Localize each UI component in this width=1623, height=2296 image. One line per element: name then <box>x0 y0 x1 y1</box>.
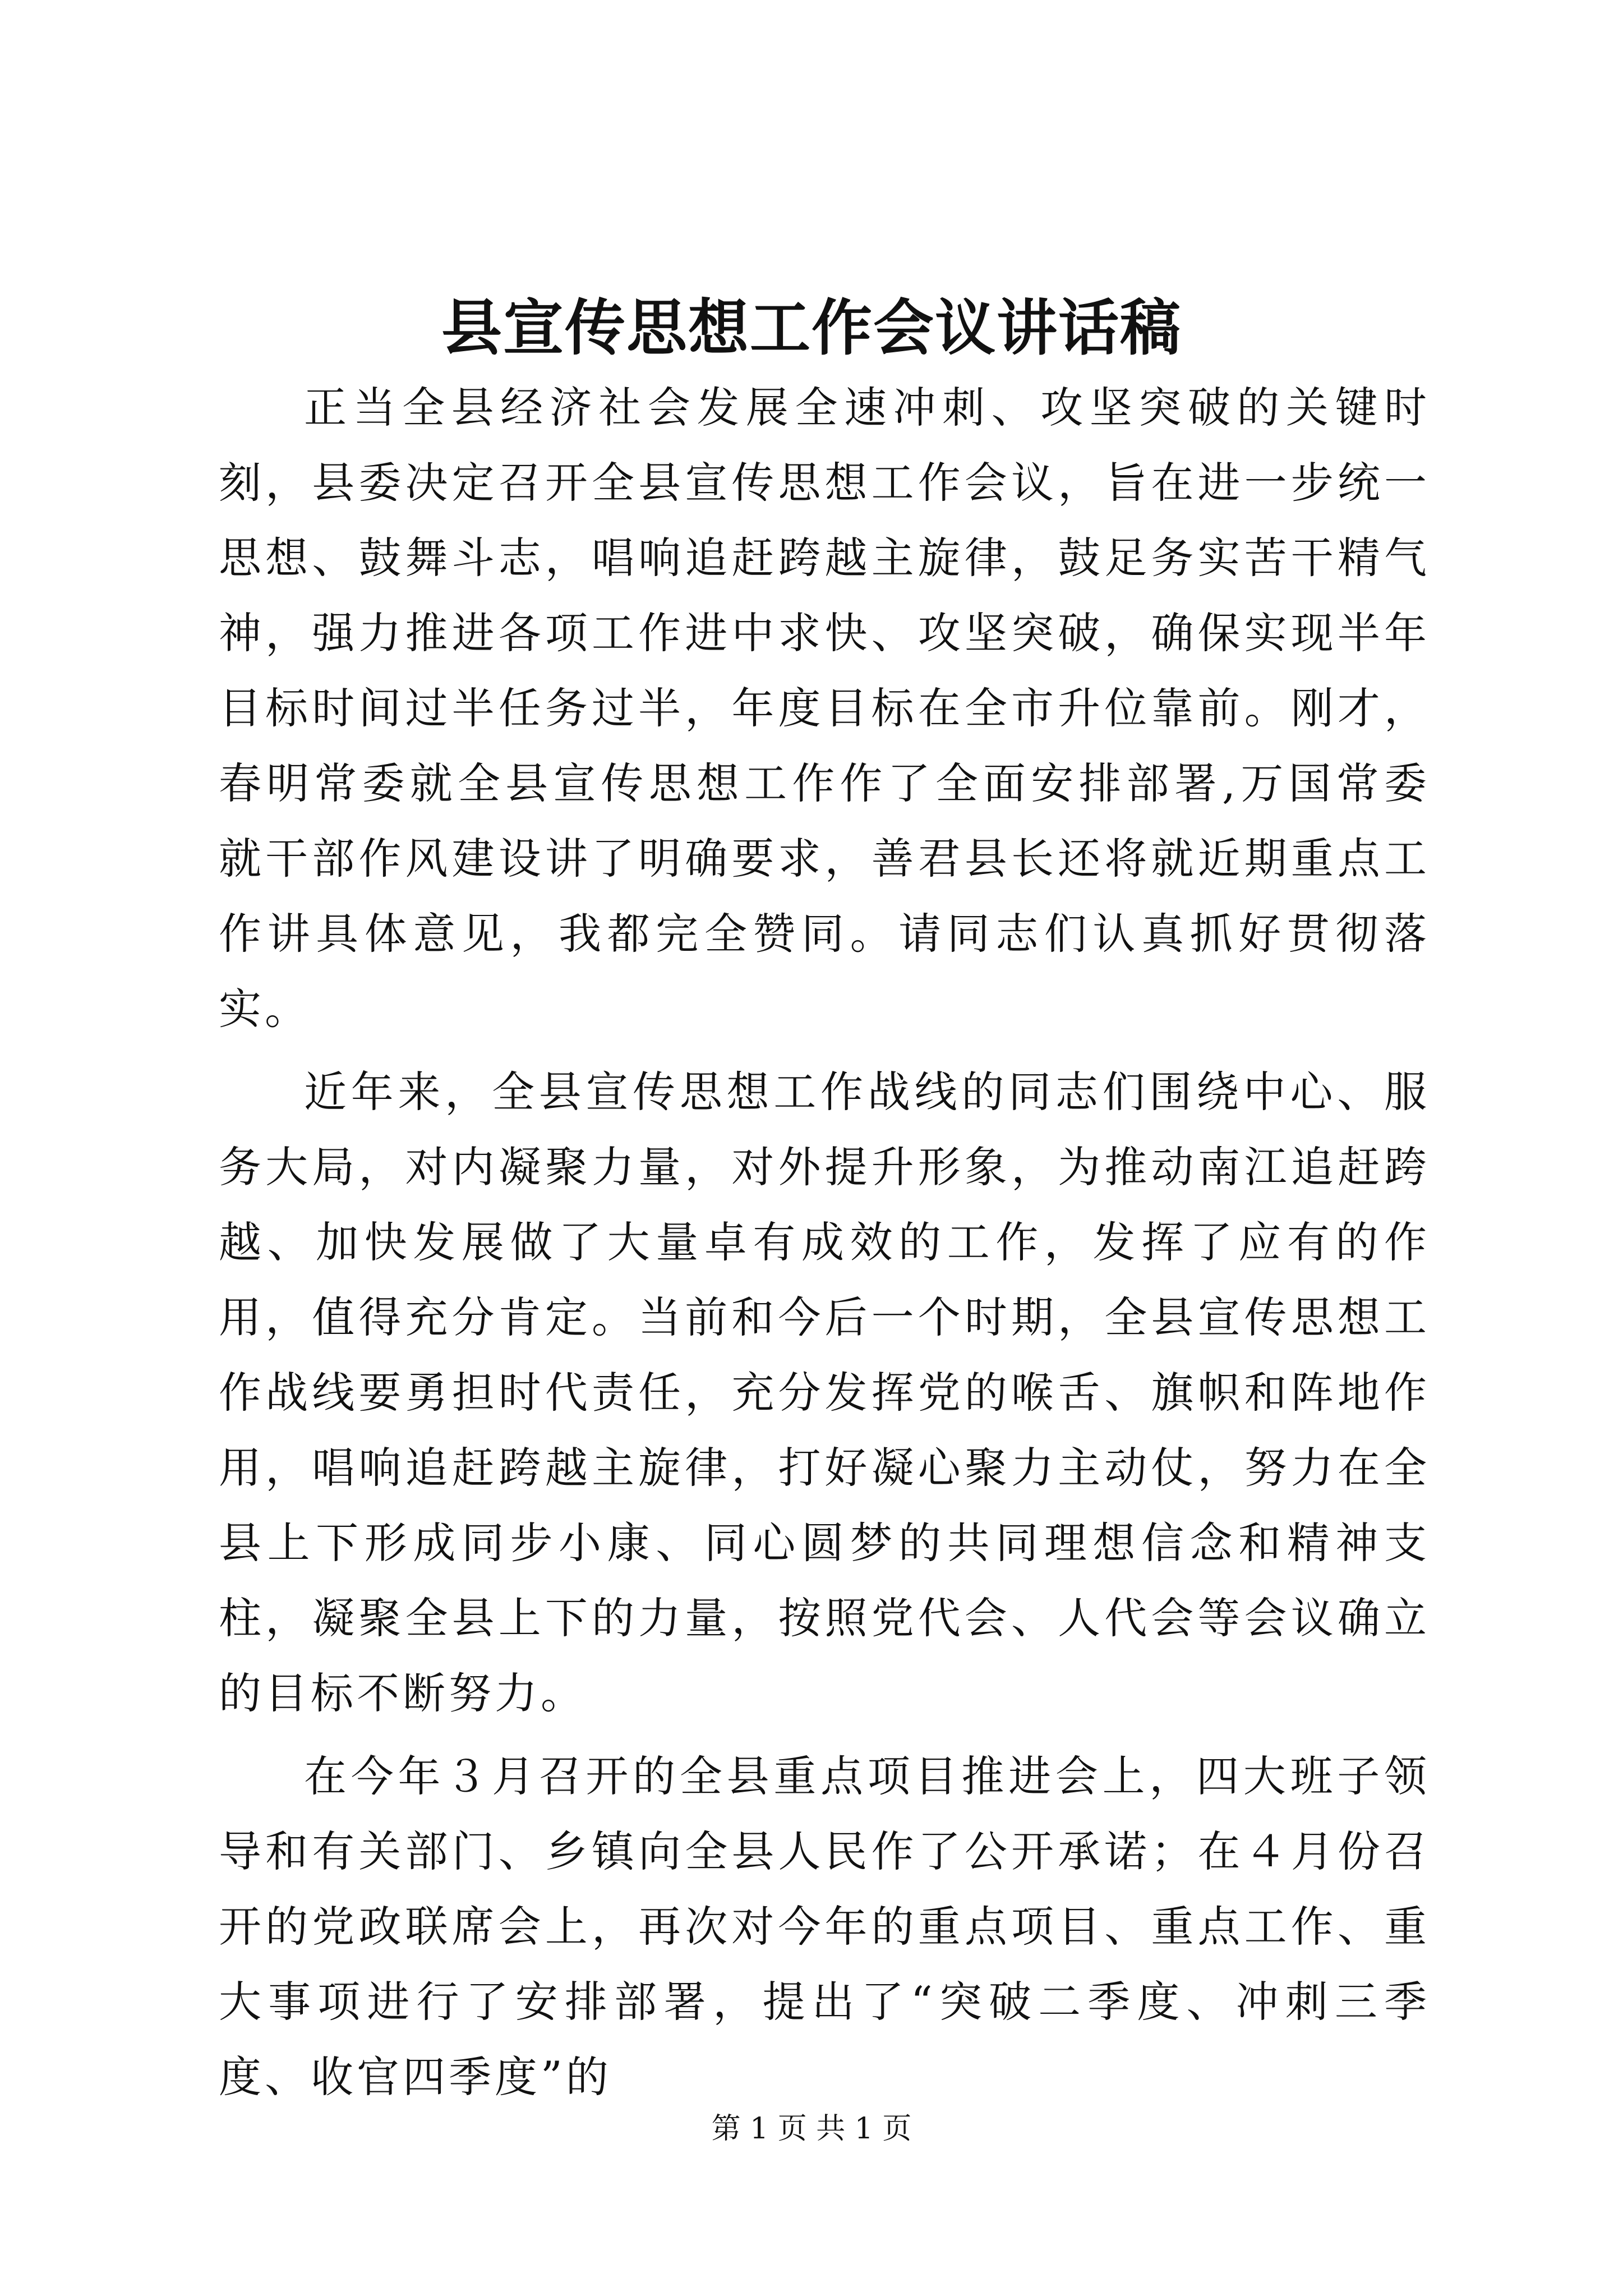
paragraph: 正当全县经济社会发展全速冲刺、攻坚突破的关键时刻，县委决定召开全县宣传思想工作会议，旨在进一步统一思想、鼓舞斗志，唱响追赶跨越主旋律，鼓足务实苦干精气神，强力推进各项工作进中求快、攻坚突破，确保实现半年目标时间过半任务过半，年度目标在全市升位靠前。刚才，春明常委就全县宣传思想工作作了全面安排部署,万国常委就干部作风建设讲了明确要求，善君县长还将就近期重点工作讲具体意见，我都完全赞同。请同志们认真抓好贯彻落实。 <box>219 383 1430 1034</box>
page-footer: 第 1 页 共 1 页 <box>711 2112 912 2146</box>
document-title: 县宣传思想工作会议讲话稿 <box>441 293 1182 364</box>
paragraph: 在今年３月召开的全县重点项目推进会上，四大班子领导和有关部门、乡镇向全县人民作了公开承诺；在４月份召开的党政联席会上，再次对今年的重点项目、重点工作、重大事项进行了安排部署，提出了“突破二季度、冲刺三季度、收官四季度”的 <box>219 1751 1430 2102</box>
paragraph: 近年来，全县宣传思想工作战线的同志们围绕中心、服务大局，对内凝聚力量，对外提升形象，为推动南江追赶跨越、加快发展做了大量卓有成效的工作，发挥了应有的作用，值得充分肯定。当前和今后一个时期，全县宣传思想工作战线要勇担时代责任，充分发挥党的喉舌、旗帜和阵地作用，唱响追赶跨越主旋律，打好凝心聚力主动仗，努力在全县上下形成同步小康、同心圆梦的共同理想信念和精神支柱，凝聚全县上下的力量，按照党代会、人代会等会议确立的目标不断努力。 <box>219 1067 1430 1718</box>
document-body <box>219 370 1430 2115</box>
